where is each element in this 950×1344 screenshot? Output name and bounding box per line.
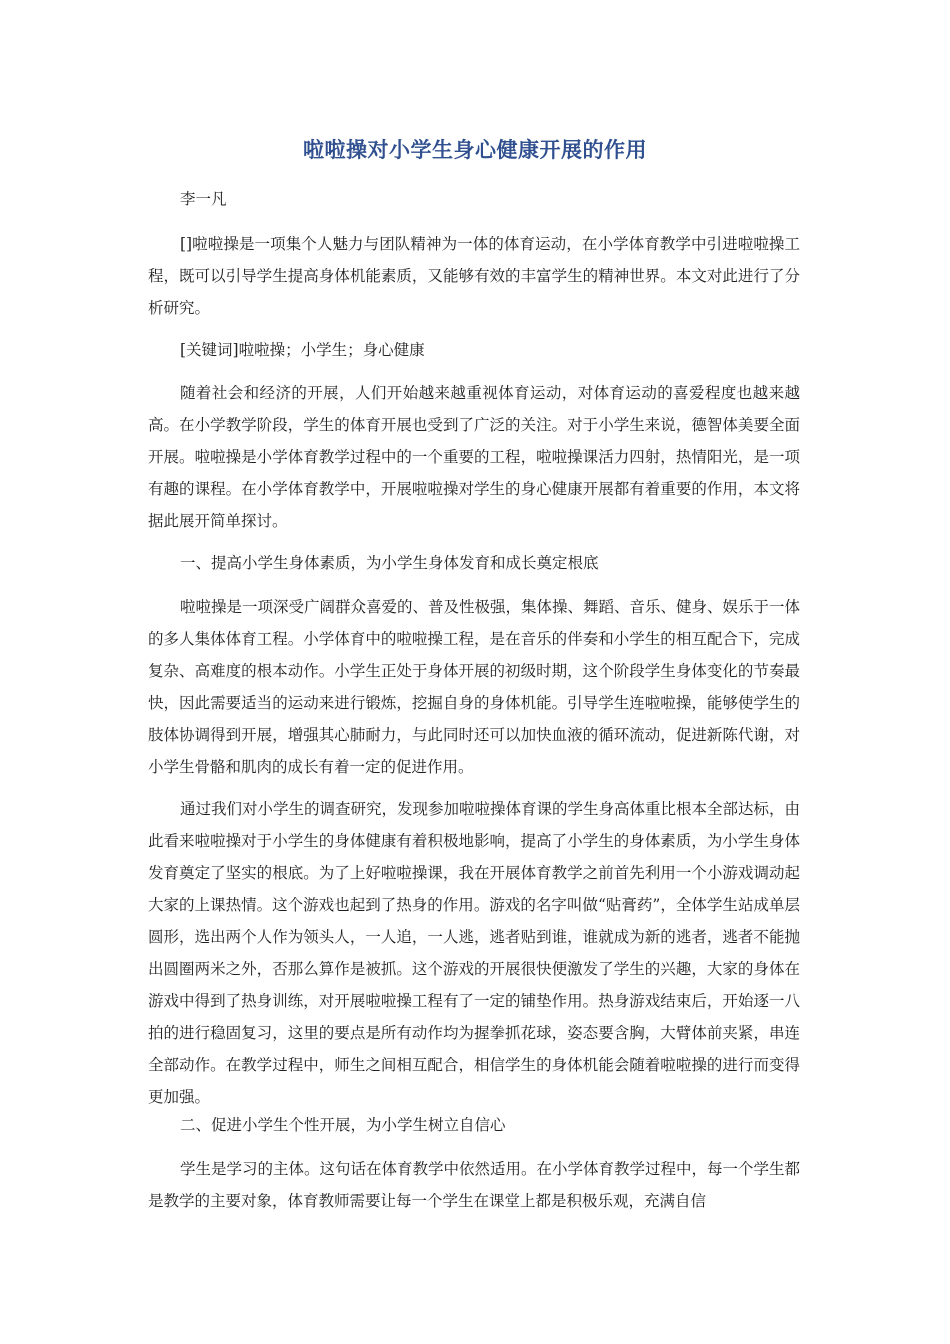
- intro-paragraph: 随着社会和经济的开展，人们开始越来越重视体育运动，对体育运动的喜爱程度也越来越高。在小学教学阶段，学生的体育开展也受到了广泛的关注。对于小学生来说，德智体美要全面开展。啦啦操是小学体育教学过程中的一个重要的工程，啦啦操课活力四射，热情阳光，是一项有趣的课程。在小学体育教学中，开展啦啦操对学生的身心健康开展都有着重要的作用，本文将据此展开简单探讨。: [148, 384, 800, 530]
- keywords-paragraph: [关键词]啦啦操；小学生；身心健康: [180, 341, 425, 359]
- section2-paragraph-1: 学生是学习的主体。这句话在体育教学中依然适用。在小学体育教学过程中，每一个学生都是教学的主要对象，体育教师需要让每一个学生在课堂上都是积极乐观，充满自信: [148, 1160, 801, 1210]
- section-heading-2: 二、促进小学生个性开展，为小学生树立自信心: [180, 1116, 506, 1134]
- author-name: 李一凡: [180, 190, 227, 208]
- section-heading-1: 一、提高小学生身体素质，为小学生身体发育和成长奠定根底: [180, 554, 599, 572]
- abstract-paragraph: []啦啦操是一项集个人魅力与团队精神为一体的体育运动，在小学体育教学中引进啦啦操工程，既可以引导学生提高身体机能素质，又能够有效的丰富学生的精神世界。本文对此进行了分析研究。: [148, 235, 800, 317]
- document-title: 啦啦操对小学生身心健康开展的作用: [303, 138, 647, 162]
- section1-paragraph-1: 啦啦操是一项深受广阔群众喜爱的、普及性极强，集体操、舞蹈、音乐、健身、娱乐于一体的多人集体体育工程。小学体育中的啦啦操工程，是在音乐的伴奏和小学生的相互配合下，完成复杂、高难度的根本动作。小学生正处于身体开展的初级时期，这个阶段学生身体变化的节奏最快，因此需要适当的运动来进行锻炼，挖掘自身的身体机能。引导学生连啦啦操，能够使学生的肢体协调得到开展，增强其心肺耐力，与此同时还可以加快血液的循环流动，促进新陈代谢，对小学生骨骼和肌肉的成长有着一定的促进作用。: [148, 598, 801, 776]
- section1-paragraph-2: 通过我们对小学生的调查研究，发现参加啦啦操体育课的学生身高体重比根本全部达标，由此看来啦啦操对于小学生的身体健康有着积极地影响，提高了小学生的身体素质，为小学生身体发育奠定了坚实的根底。为了上好啦啦操课，我在开展体育教学之前首先利用一个小游戏调动起大家的上课热情。这个游戏也起到了热身的作用。游戏的名字叫做“贴膏药”，全体学生站成单层圆形，选出两个人作为领头人，一人追，一人逃，逃者贴到谁，谁就成为新的逃者，逃者不能抛出圆圈两米之外，否那么算作是被抓。这个游戏的开展很快便激发了学生的兴趣，大家的身体在游戏中得到了热身训练，对开展啦啦操工程有了一定的铺垫作用。热身游戏结束后，开始逐一八拍的进行稳固复习，这里的要点是所有动作均为握拳抓花球，姿态要含胸，大臂体前夹紧，串连全部动作。在教学过程中，师生之间相互配合，相信学生的身体机能会随着啦啦操的进行而变得更加强。: [148, 800, 801, 1106]
